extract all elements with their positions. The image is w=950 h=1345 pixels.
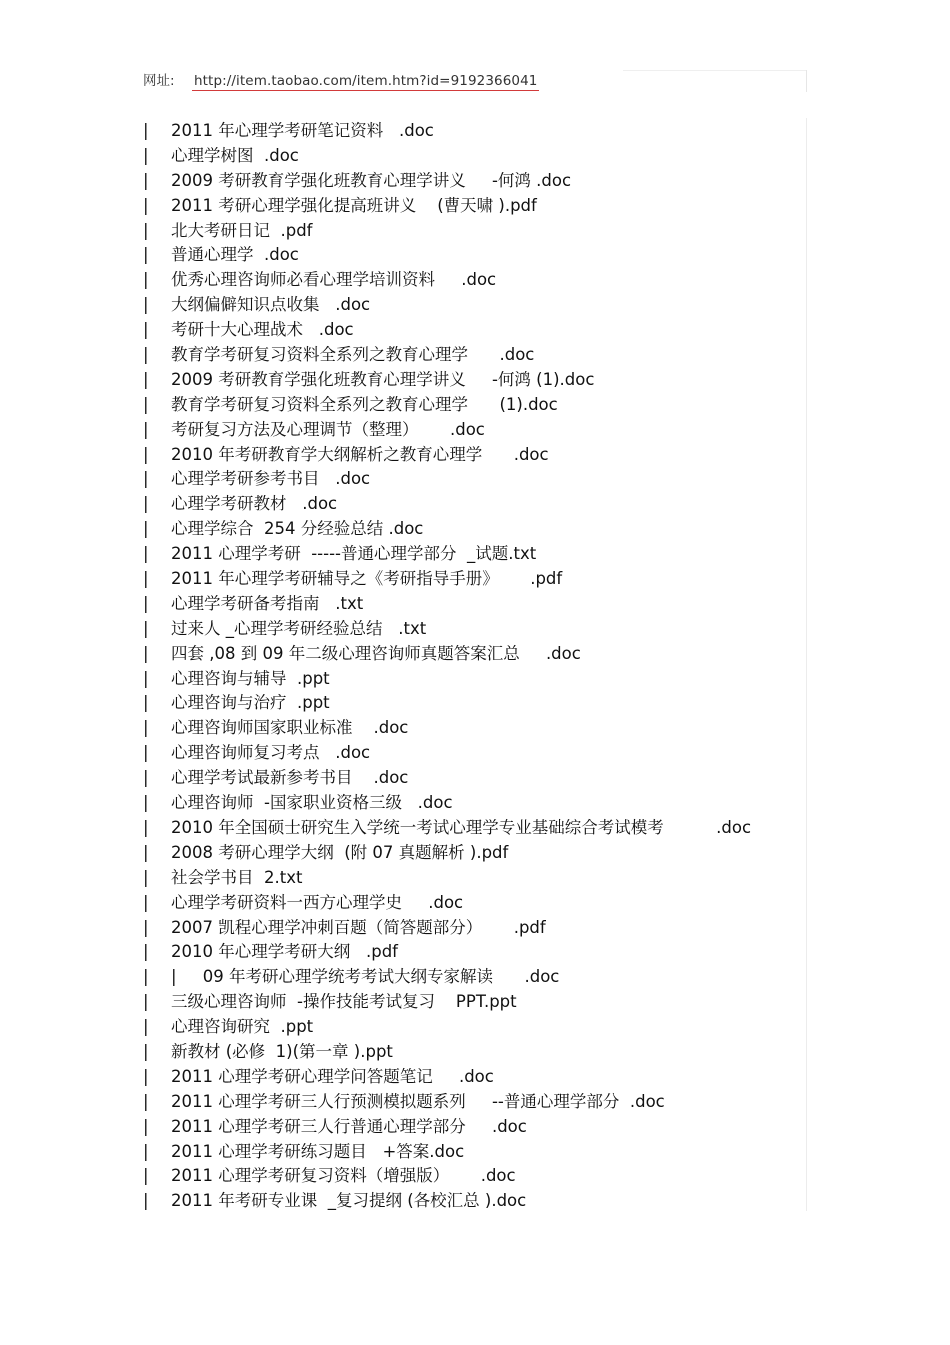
list-marker: | [143, 519, 149, 539]
list-marker: | [143, 718, 149, 738]
url-header [143, 70, 807, 92]
list-marker: | [143, 793, 149, 813]
file-name: 教育学考研复习资料全系列之教育心理学 .doc [171, 345, 535, 365]
content-frame-right [806, 118, 807, 1211]
list-marker: | [143, 593, 149, 613]
file-name: 心理学考研教材 .doc [171, 494, 338, 514]
list-marker: | [143, 345, 149, 365]
file-name: 2009 考研教育学强化班教育心理学讲义 -何鸿 (1).doc [171, 369, 595, 389]
file-name: 2008 考研心理学大纲 (附 07 真题解析 ).pdf [171, 842, 509, 862]
file-name: 考研复习方法及心理调节（整理） .doc [171, 419, 485, 439]
file-name: 心理咨询师 -国家职业资格三级 .doc [171, 793, 453, 813]
file-name: 心理学考试最新参考书目 .doc [171, 768, 409, 788]
list-marker: | [143, 1091, 149, 1111]
file-name: 考研十大心理战术 .doc [171, 320, 354, 340]
list-marker: | [143, 618, 149, 638]
file-name: 2011 心理学考研复习资料（增强版） .doc [171, 1166, 516, 1186]
file-name: 2011 年考研专业课 _复习提纲 (各校汇总 ).doc [171, 1191, 527, 1211]
file-name: 2011 考研心理学强化提高班讲义 (曹天啸 ).pdf [171, 195, 537, 215]
file-name: 2007 凯程心理学冲刺百题（简答题部分） .pdf [171, 917, 546, 937]
list-marker: | [143, 469, 149, 489]
list-marker: | [143, 842, 149, 862]
list-marker: | [143, 942, 149, 962]
list-marker: | [143, 145, 149, 165]
list-marker: | [143, 170, 149, 190]
file-name: 社会学书目 2.txt [171, 867, 303, 887]
file-name: 2010 年心理学考研大纲 .pdf [171, 942, 398, 962]
list-marker: | [143, 569, 149, 589]
list-marker: | [143, 494, 149, 514]
file-name: 2011 心理学考研三人行预测模拟题系列 --普通心理学部分 .doc [171, 1091, 665, 1111]
list-marker: | [143, 1141, 149, 1161]
list-marker: | [143, 693, 149, 713]
file-name: 2010 年全国硕士研究生入学统一考试心理学专业基础综合考试模考 .doc [171, 817, 752, 837]
file-name: 过来人 _心理学考研经验总结 .txt [171, 618, 427, 638]
list-marker: | [143, 743, 149, 763]
file-name: 大纲偏僻知识点收集 .doc [171, 295, 371, 315]
url-underline [192, 90, 539, 91]
file-name: 2011 心理学考研心理学问答题笔记 .doc [171, 1066, 494, 1086]
list-marker: | [143, 220, 149, 240]
file-name: 北大考研日记 .pdf [171, 220, 313, 240]
list-marker: | [143, 369, 149, 389]
file-name: 心理咨询师复习考点 .doc [171, 743, 371, 763]
file-name: 心理学考研备考指南 .txt [171, 593, 364, 613]
list-marker: | [143, 195, 149, 215]
list-marker: | [143, 867, 149, 887]
list-marker: | [143, 1041, 149, 1061]
file-name: 2011 心理学考研练习题目 +答案.doc [171, 1141, 465, 1161]
list-marker: | [143, 892, 149, 912]
list-marker: | [143, 1191, 149, 1211]
url-link[interactable]: http://item.taobao.com/item.htm?id=9192366041 [194, 73, 538, 89]
file-name: 心理咨询师国家职业标准 .doc [171, 718, 409, 738]
list-marker: | [143, 917, 149, 937]
file-name: 心理咨询研究 .ppt [171, 1017, 314, 1037]
list-marker: | [143, 544, 149, 564]
file-name: 心理咨询与治疗 .ppt [171, 693, 330, 713]
file-name: 2011 心理学考研 -----普通心理学部分 _试题.txt [171, 544, 537, 564]
list-marker: | [143, 444, 149, 464]
file-name: 2011 年心理学考研笔记资料 .doc [171, 121, 434, 140]
list-marker: | [143, 1166, 149, 1186]
header-frame-top [623, 70, 807, 71]
file-name: 心理学考研参考书目 .doc [171, 469, 371, 489]
file-name: 四套 ,08 到 09 年二级心理咨询师真题答案汇总 .doc [171, 643, 581, 663]
list-marker: | [143, 668, 149, 688]
list-marker: | [143, 1017, 149, 1037]
file-name: 心理学综合 254 分经验总结 .doc [171, 519, 424, 539]
list-marker: | [143, 1116, 149, 1136]
list-marker: | [143, 643, 149, 663]
file-name: 心理学考研资料一西方心理学史 .doc [171, 892, 464, 912]
list-marker: | [143, 295, 149, 315]
file-name: 教育学考研复习资料全系列之教育心理学 (1).doc [171, 394, 558, 414]
file-name: 2010 年考研教育学大纲解析之教育心理学 .doc [171, 444, 549, 464]
list-marker: | [143, 419, 149, 439]
list-marker: | [143, 817, 149, 837]
list-marker: | [143, 992, 149, 1012]
file-name: 2009 考研教育学强化班教育心理学讲义 -何鸿 .doc [171, 170, 572, 190]
list-marker: | [143, 768, 149, 788]
url-label: 网址: [143, 73, 175, 89]
file-name: 心理学树图 .doc [171, 145, 299, 165]
list-marker: | [143, 320, 149, 340]
list-marker: | [143, 967, 149, 987]
file-name: 三级心理咨询师 -操作技能考试复习 PPT.ppt [171, 992, 517, 1012]
list-marker: | [143, 245, 149, 265]
file-name: | 09 年考研心理学统考考试大纲专家解读 .doc [171, 967, 560, 987]
file-name: 2011 年心理学考研辅导之《考研指导手册》 .pdf [171, 569, 563, 589]
file-name: 普通心理学 .doc [171, 245, 299, 265]
list-marker: | [143, 270, 149, 290]
file-name: 2011 心理学考研三人行普通心理学部分 .doc [171, 1116, 527, 1136]
list-marker: | [143, 121, 149, 140]
list-marker: | [143, 394, 149, 414]
header-frame-right [806, 70, 807, 92]
file-name: 新教材 (必修 1)(第一章 ).ppt [171, 1041, 393, 1061]
list-marker: | [143, 1066, 149, 1086]
file-name: 优秀心理咨询师必看心理学培训资料 .doc [171, 270, 497, 290]
file-name: 心理咨询与辅导 .ppt [171, 668, 330, 688]
